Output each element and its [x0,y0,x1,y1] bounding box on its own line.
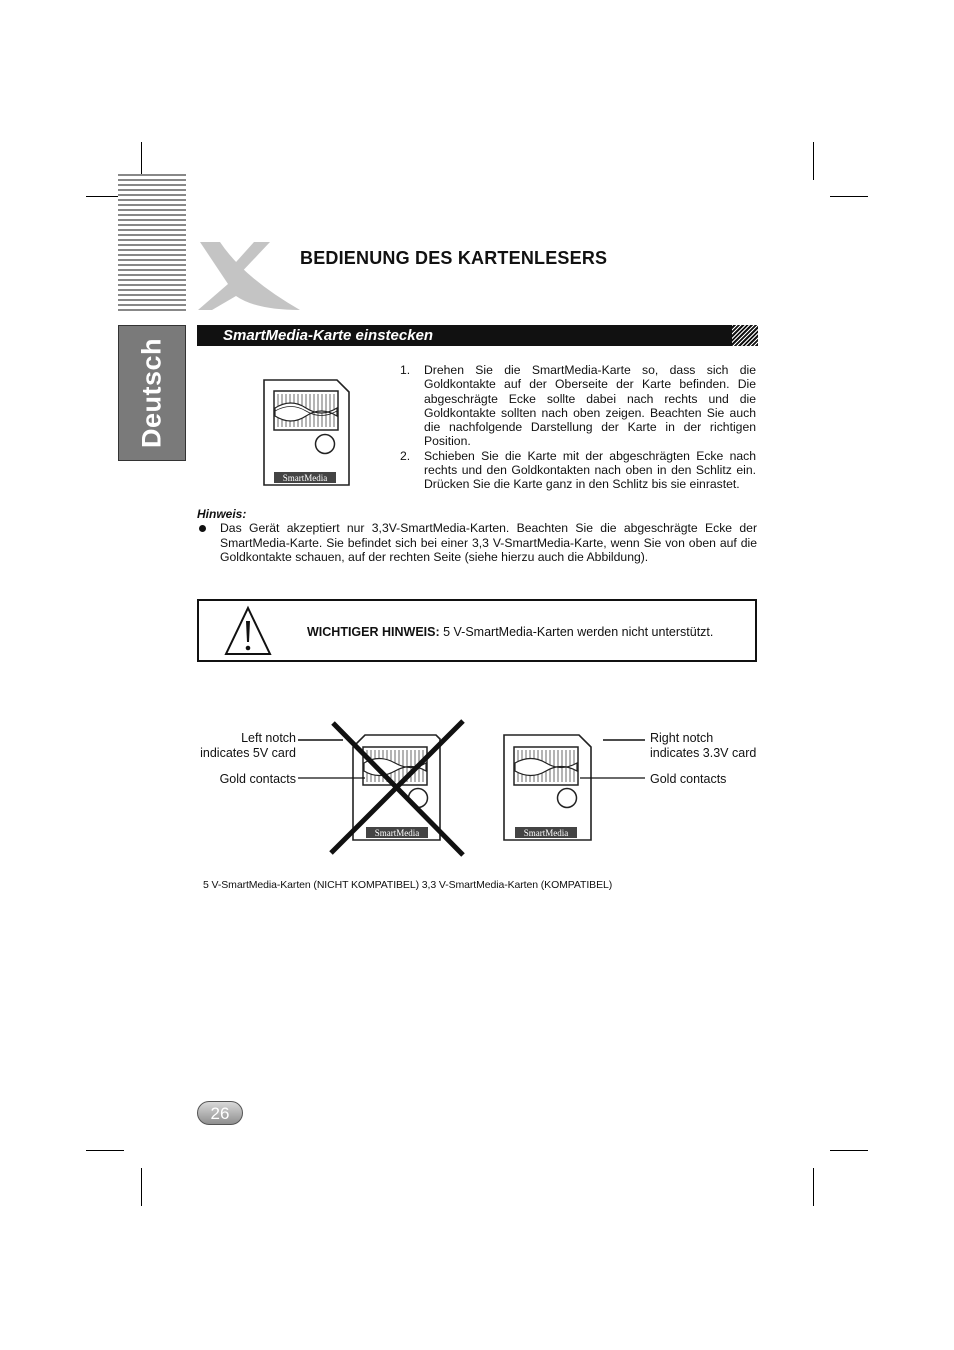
step-text: Drehen Sie die SmartMedia-Karte so, dass sich die Goldkontakte auf der Oberseite der Karte befinden. Die abgeschrägte Ecke sollte dabei nach rechts und die Goldkontakte sollten nach oben zeigen. Beachten Sie auch die nachfolgende Darstellung der Karte in der richtigen Position. [424,363,756,449]
page-number-badge [197,1101,243,1125]
warning-label: WICHTIGER HINWEIS: [307,625,440,639]
step-number: 2. [400,448,411,463]
language-tab-label: Deutsch [136,337,167,449]
warning-text: 5 V-SmartMedia-Karten werden nicht unterstützt. [439,625,714,639]
card-brand-text: SmartMedia [523,828,569,838]
right-gold-contacts-label: Gold contacts [650,772,727,786]
page-number: 26 [210,1104,230,1123]
card-brand-text: SmartMedia [374,828,420,838]
note-text: Das Gerät akzeptiert nur 3,3V-SmartMedia-Karten. Beachten Sie die abgeschrägte Ecke der SmartMedia-Karte. Sie befindet sich bei einer 3,3 V-SmartMedia-Karte, wenn Sie von oben auf die Goldkontakte schauen, auf der rechten Seite (siehe hierzu auch die Abbildung). [220,521,757,564]
left-notch-line-1: Left notch [241,731,296,745]
right-notch-line-1: Right notch [650,731,714,745]
step-number: 1. [400,363,411,377]
note-heading: Hinweis: [197,507,247,521]
right-notch-line-2: indicates 3.3V card [650,745,757,760]
right-notch-label [650,731,756,760]
page-title: BEDIENUNG DES KARTENLESERS [300,248,608,268]
step-text: Schieben Sie die Karte mit der abgeschrägten Ecke nach rechts und den Goldkontakten nach oben in den Schlitz ein. Drücken Sie die Karte ganz in den Schlitz bis sie einrastet. [424,448,756,492]
left-notch-line-2: indicates 5V card [200,745,296,760]
card-brand-text: SmartMedia [282,473,328,483]
left-notch-label [180,731,296,760]
section-title: SmartMedia-Karte einstecken [223,327,434,344]
diagram-caption: 5 V-SmartMedia-Karten (NICHT KOMPATIBEL) 3,3 V-SmartMedia-Karten (KOMPATIBEL) [203,879,613,891]
left-gold-contacts-label: Gold contacts [219,772,296,786]
